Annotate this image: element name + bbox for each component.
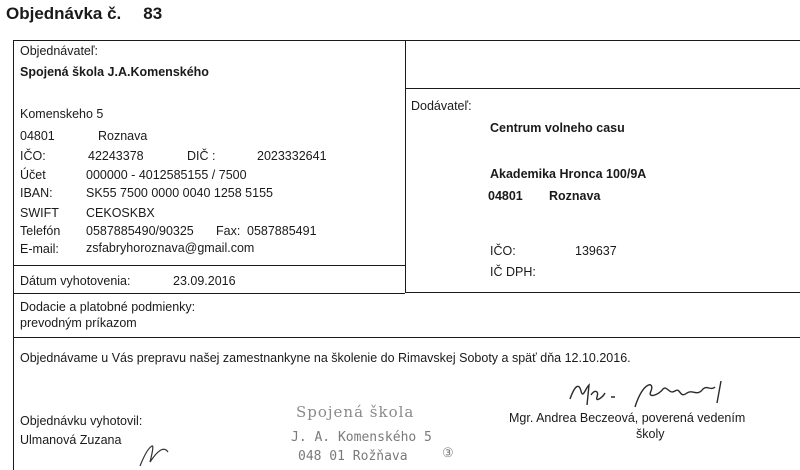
supplier-name: Centrum volneho casu <box>490 121 625 135</box>
signatory-line2: školy <box>636 427 665 441</box>
issue-date-bottom <box>13 293 405 294</box>
supplier-ico: 139637 <box>575 244 617 258</box>
buyer-right-border <box>405 40 406 88</box>
buyer-ico-label: IČO: <box>20 149 46 163</box>
stamp-mark: ③ <box>442 446 454 461</box>
signatory-line1: Mgr. Andrea Beczeová, poverená vedením <box>509 411 746 425</box>
issued-by-label: Objednávku vyhotovil: <box>20 414 143 428</box>
order-label: Objednávka č. <box>6 4 122 23</box>
order-title <box>6 4 162 24</box>
supplier-city: Roznava <box>549 189 601 203</box>
buyer-city: Roznava <box>98 129 148 143</box>
terms-label: Dodacie a platobné podmienky: <box>20 300 196 314</box>
buyer-fax: 0587885491 <box>247 224 317 238</box>
order-number: 83 <box>143 4 163 23</box>
buyer-right-border-lower <box>405 88 406 293</box>
buyer-account-label: Účet <box>20 168 46 182</box>
buyer-iban-label: IBAN: <box>20 186 53 200</box>
buyer-account: 000000 - 4012585155 / 7500 <box>86 168 247 182</box>
buyer-swift-label: SWIFT <box>20 206 59 220</box>
supplier-street: Akademika Hronca 100/9A <box>490 167 647 181</box>
buyer-heading: Objednávateľ: <box>20 44 99 58</box>
stamp-line1: Spojená škola <box>296 403 415 421</box>
issued-by-name: Ulmanová Zuzana <box>20 433 122 447</box>
supplier-ico-label: IČO: <box>490 244 516 258</box>
terms-divider <box>13 337 800 338</box>
buyer-phone: 0587885490/90325 <box>86 224 194 238</box>
supplier-zip: 04801 <box>488 189 523 203</box>
buyer-street: Komenskeho 5 <box>20 107 104 121</box>
buyer-phone-label: Telefón <box>20 224 61 238</box>
buyer-email-label: E-mail: <box>20 242 59 256</box>
frame-left <box>13 40 14 470</box>
buyer-zip: 04801 <box>20 129 55 143</box>
supplier-box-top <box>405 88 800 89</box>
buyer-dic: 2023332641 <box>257 149 327 163</box>
terms-value: prevodným príkazom <box>20 316 137 330</box>
buyer-fax-label: Fax: <box>216 224 241 238</box>
buyer-dic-label: DIČ : <box>187 149 216 163</box>
supplier-box-bottom <box>405 292 800 293</box>
issue-date-label: Dátum vyhotovenia: <box>20 274 131 288</box>
buyer-name: Spojená škola J.A.Komenského <box>20 65 209 79</box>
buyer-ico: 42243378 <box>88 149 144 163</box>
order-text: Objednávame u Vás prepravu našej zamestnankyne na školenie do Rimavskej Soboty a späť dňa 12.10.2016. <box>20 351 631 365</box>
stamp-line2: J. A. Komenského 5 <box>291 430 432 445</box>
stamp-line3: 048 01 Rožňava <box>298 449 408 464</box>
buyer-divider <box>13 265 405 266</box>
buyer-swift: CEKOSKBX <box>86 206 155 220</box>
supplier-icdph-label: IČ DPH: <box>490 265 536 279</box>
frame-top <box>13 40 800 41</box>
issuer-signature <box>138 438 178 468</box>
issue-date: 23.09.2016 <box>173 274 236 288</box>
supplier-heading: Dodávateľ: <box>411 99 472 113</box>
buyer-iban: SK55 7500 0000 0040 1258 5155 <box>86 186 273 200</box>
buyer-email: zsfabryhoroznava@gmail.com <box>86 241 255 255</box>
